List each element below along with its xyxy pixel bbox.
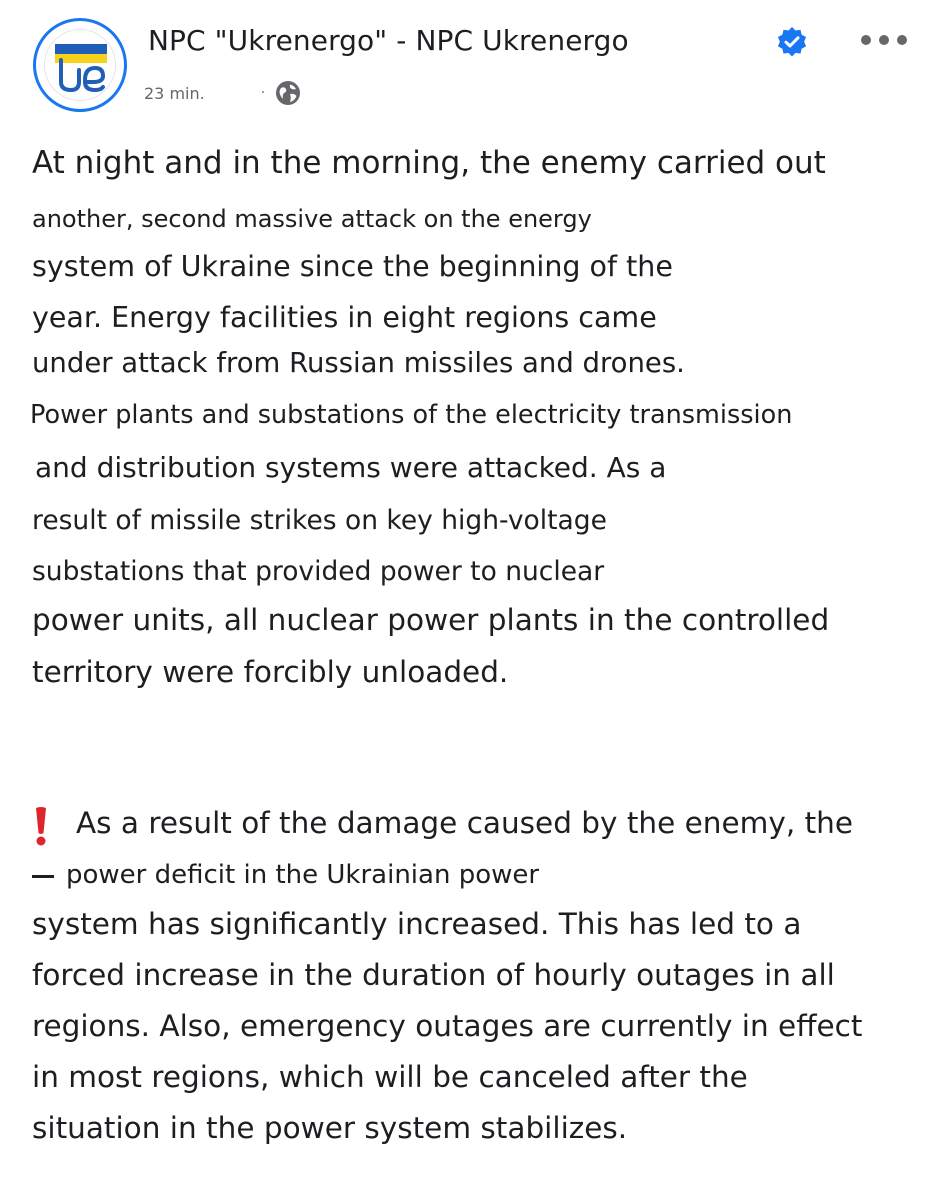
post-text-line: power deficit in the Ukrainian power [66, 860, 540, 890]
post-text-line: substations that provided power to nuclear [32, 556, 605, 587]
post-meta [144, 80, 301, 106]
post-text-line: territory were forcibly unloaded. [32, 655, 509, 689]
post-author-name[interactable]: NPC "Ukrenergo" - NPC Ukrenergo [148, 24, 629, 57]
post-text-line: system of Ukraine since the beginning of the [32, 250, 673, 283]
ukrenergo-logo-graphic [45, 30, 116, 101]
post-text-line: and distribution systems were attacked. As a [35, 451, 667, 484]
post-text-line: under attack from Russian missiles and drones. [32, 347, 685, 379]
post-text-line: year. Energy facilities in eight regions came [32, 301, 657, 334]
post-text-line: Power plants and substations of the electricity transmission [30, 400, 793, 430]
more-options-icon[interactable] [858, 30, 910, 50]
post-text-line: power units, all nuclear power plants in the controlled [32, 603, 830, 637]
globe-icon [275, 80, 301, 106]
post-text-line: result of missile strikes on key high-voltage [32, 505, 607, 536]
meta-separator: · [260, 85, 266, 101]
post-text-line: situation in the power system stabilizes. [32, 1111, 628, 1145]
post-text-line: system has significantly increased. This has led to a [32, 907, 802, 941]
post-text-line: in most regions, which will be canceled after the [32, 1060, 748, 1094]
post-text-line: forced increase in the duration of hourly outages in all [32, 958, 835, 992]
dash-glyph [32, 875, 54, 878]
post-text-line: regions. Also, emergency outages are currently in effect [32, 1009, 863, 1043]
post-text-line: At night and in the morning, the enemy carried out [32, 145, 826, 181]
post-text-line: another, second massive attack on the energy [32, 205, 592, 233]
page-avatar[interactable] [33, 18, 127, 112]
verified-badge-icon [776, 26, 808, 58]
post-text-line: As a result of the damage caused by the enemy, the [76, 806, 854, 840]
post-timestamp[interactable]: 23 min. [144, 83, 205, 103]
exclamation-warning-icon [34, 806, 48, 846]
ukrenergo-logo [44, 29, 116, 101]
